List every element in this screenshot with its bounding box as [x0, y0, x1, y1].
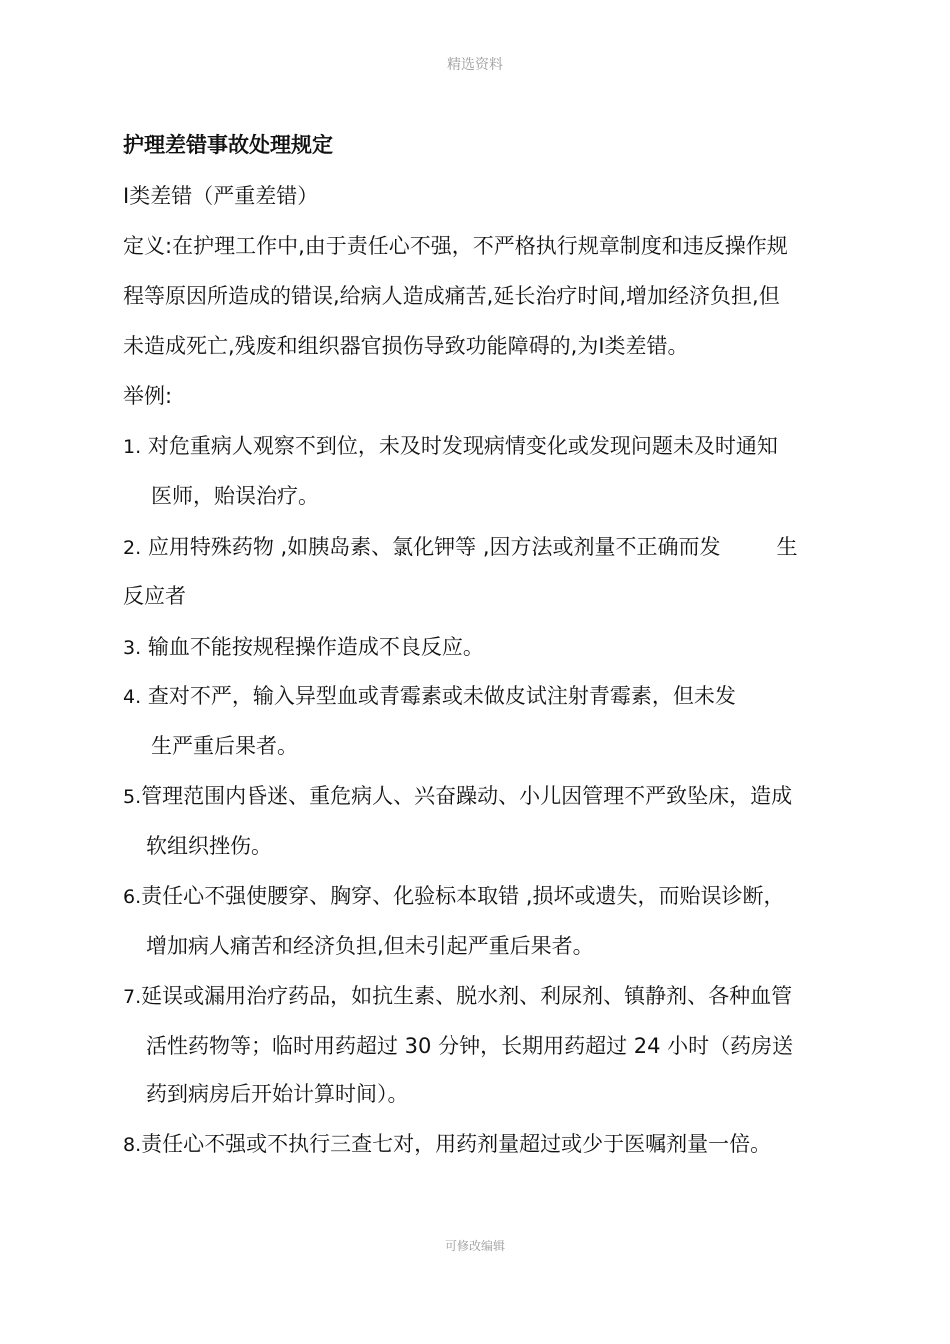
list-item-number: 5. [123, 786, 142, 808]
list-item-number: 4. [123, 686, 142, 708]
list-item-text: 责任心不强或不执行三查七对，用药剂量超过或少于医嘱剂量一倍。 [141, 1132, 772, 1156]
page-header: 精选资料 [447, 57, 503, 73]
category-heading: I类差错（严重差错） [123, 184, 319, 208]
list-item-continuation: 生严重后果者。 [151, 734, 298, 758]
list-item-number: 3. [123, 637, 142, 659]
list-item [123, 633, 484, 662]
list-item [123, 682, 736, 711]
list-item-number: 7. [123, 986, 142, 1008]
examples-label: 举例: [123, 384, 173, 408]
list-item-number: 6. [123, 886, 142, 908]
list-item-text-tail: 生 [776, 535, 798, 559]
list-item [123, 533, 798, 562]
list-item [123, 782, 792, 811]
list-item [123, 1130, 771, 1159]
list-item [123, 982, 792, 1011]
document-title: 护理差错事故处理规定 [123, 133, 333, 157]
list-item-continuation: 反应者 [123, 584, 186, 608]
list-item-number: 2. [123, 537, 142, 559]
list-item-number: 1. [123, 436, 142, 458]
list-item-continuation: 活性药物等；临时用药超过 30 分钟，长期用药超过 24 小时（药房送 [146, 1034, 794, 1058]
definition-line: 程等原因所造成的错误,给病人造成痛苦,延长治疗时间,增加经济负担,但 [123, 284, 780, 308]
list-item [123, 882, 785, 911]
list-item-continuation: 医师，贻误治疗。 [151, 484, 319, 508]
list-item-text: 管理范围内昏迷、重危病人、兴奋躁动、小儿因管理不严致坠床，造成 [141, 784, 793, 808]
list-item-text: 延误或漏用治疗药品，如抗生素、脱水剂、利尿剂、镇静剂、各种血管 [141, 984, 793, 1008]
list-item-text: 应用特殊药物 ,如胰岛素、氯化钾等 ,因方法或剂量不正确而发 [147, 535, 721, 559]
list-item [123, 432, 778, 461]
list-item-continuation: 药到病房后开始计算时间）。 [146, 1082, 409, 1106]
list-item-text: 责任心不强使腰穿、胸穿、化验标本取错 ,损坏或遗失，而贻误诊断， [141, 884, 785, 908]
list-item-continuation: 软组织挫伤。 [146, 834, 272, 858]
list-item-text: 对危重病人观察不到位，未及时发现病情变化或发现问题未及时通知 [147, 434, 778, 458]
list-item-text: 查对不严，输入异型血或青霉素或未做皮试注射青霉素，但未发 [147, 684, 736, 708]
definition-line: 定义:在护理工作中,由于责任心不强，不严格执行规章制度和违反操作规 [123, 234, 788, 258]
list-item-continuation: 增加病人痛苦和经济负担,但未引起严重后果者。 [146, 934, 594, 958]
definition-line: 未造成死亡,残废和组织器官损伤导致功能障碍的,为I类差错。 [123, 334, 689, 358]
list-item-number: 8. [123, 1134, 142, 1156]
list-item-text: 输血不能按规程操作造成不良反应。 [147, 635, 484, 659]
page-footer: 可修改编辑 [444, 1239, 505, 1253]
